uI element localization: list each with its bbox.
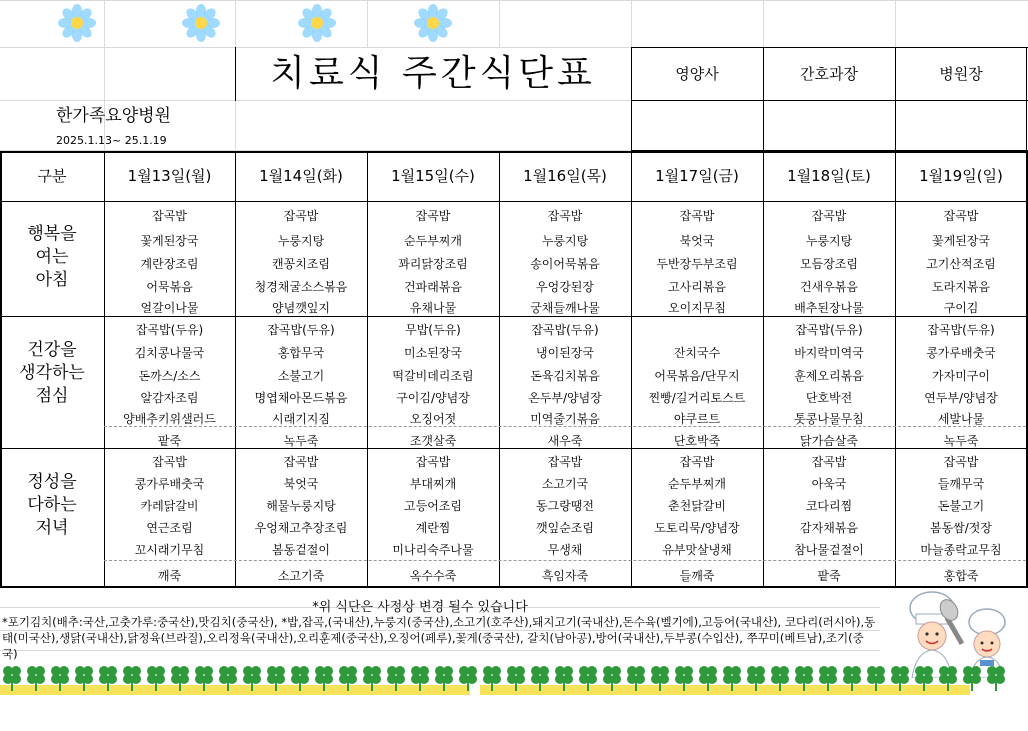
breakfast-item: 구이김 [943, 301, 979, 315]
breakfast-item: 계란장조림 [140, 257, 199, 271]
dinner-item: 순두부찌개 [668, 477, 726, 491]
section-line: 점심 [35, 386, 69, 406]
lunch-item: 홍합무국 [277, 346, 325, 360]
section-line: 건강을 [27, 340, 77, 360]
lunch-item: 오징어젓 [409, 412, 457, 426]
breakfast-item: 북엇국 [679, 234, 715, 248]
day-header: 1월18일(토) [787, 167, 871, 185]
breakfast-item: 건파래볶음 [404, 280, 462, 294]
dinner-item: 감자채볶음 [800, 521, 858, 535]
hospital-name: 한가족요양병원 [56, 106, 171, 126]
header-label: 구분 [37, 167, 67, 185]
section-line: 저녁 [35, 518, 69, 538]
signature-director: 병원장 [939, 65, 983, 83]
dinner-item: 연근조림 [146, 521, 193, 535]
flower-icon [54, 0, 100, 46]
lunch-item: 톳콩나물무침 [794, 412, 864, 426]
dinner-porridge: 팥죽 [817, 569, 841, 583]
dinner-item: 코다리찜 [805, 499, 853, 513]
section-line: 행복을 [27, 224, 77, 244]
breakfast-item: 잡곡밥 [152, 209, 187, 223]
dinner-item: 잡곡밥 [943, 455, 979, 469]
breakfast-item: 양념깻잎지 [272, 301, 330, 315]
dinner-item: 봄동쌈/젓장 [929, 521, 992, 535]
dinner-item: 동그랑땡전 [536, 499, 594, 513]
dinner-porridge: 소고기죽 [277, 569, 325, 583]
dinner-item: 콩가루배춧국 [134, 477, 205, 491]
breakfast-item: 두반장두부조림 [656, 257, 738, 271]
lunch-porridge: 팥죽 [157, 434, 182, 448]
breakfast-item: 배추된장나물 [794, 301, 864, 315]
lunch-item: 어묵볶음/단무지 [654, 369, 740, 383]
lunch-item: 잡곡밥(두유) [267, 323, 335, 337]
lunch-item: 무밥(두유) [405, 323, 461, 337]
dinner-item: 봄동겉절이 [272, 543, 330, 557]
dinner-item: 도토리묵/양념장 [654, 521, 740, 535]
breakfast-item: 오이지무침 [668, 301, 726, 315]
lunch-porridge: 닭가슴살죽 [800, 434, 858, 448]
flower-icon [410, 0, 456, 46]
breakfast-item: 잡곡밥 [415, 209, 451, 223]
lunch-item: 잔치국수 [673, 346, 721, 360]
breakfast-item: 잡곡밥 [679, 209, 715, 223]
day-header: 1월14일(화) [259, 167, 343, 185]
section-breakfast [0, 223, 104, 292]
dinner-item: 고등어조림 [404, 499, 462, 513]
breakfast-item: 모듬장조림 [800, 257, 858, 271]
lunch-item: 온두부/양념장 [528, 391, 602, 405]
breakfast-item: 유채나물 [409, 301, 457, 315]
lunch-porridge: 조갯살죽 [409, 434, 457, 448]
day-header: 1월13일(월) [127, 167, 212, 185]
day-header: 1월19일(일) [919, 167, 1003, 185]
section-line: 아침 [35, 270, 69, 290]
dinner-item: 계란찜 [415, 521, 451, 535]
dinner-item: 소고기국 [541, 477, 589, 491]
breakfast-item: 누룽지탕 [805, 234, 853, 248]
lunch-item: 미역줄기볶음 [530, 412, 600, 426]
lunch-item: 찐빵/길거리토스트 [648, 391, 746, 405]
dinner-item: 무생채 [547, 543, 583, 557]
section-line: 생각하는 [19, 363, 85, 383]
dinner-porridge: 옥수수죽 [409, 569, 457, 583]
lunch-item: 훈제오리볶음 [794, 369, 864, 383]
lunch-item: 돈육김치볶음 [530, 369, 600, 383]
dinner-item: 해물누룽지탕 [266, 499, 336, 513]
dinner-item: 우엉채고추장조림 [254, 521, 348, 535]
breakfast-item: 건새우볶음 [800, 280, 858, 294]
breakfast-item: 누룽지탕 [277, 234, 325, 248]
lunch-item: 연두부/양념장 [924, 391, 998, 405]
breakfast-item: 우엉강된장 [536, 280, 594, 294]
lunch-item: 구이김/양념장 [396, 391, 470, 405]
dinner-item: 잡곡밥 [679, 455, 715, 469]
lunch-item: 알감자조림 [140, 391, 199, 405]
breakfast-item: 누룽지탕 [541, 234, 589, 248]
lunch-item: 소불고기 [277, 369, 325, 383]
lunch-item: 잡곡밥(두유) [135, 323, 204, 337]
dinner-item: 마늘종락교무침 [920, 543, 1002, 557]
lunch-item: 미소된장국 [404, 346, 462, 360]
breakfast-item: 청경채굴소스볶음 [254, 280, 348, 294]
dinner-item: 아욱국 [811, 477, 847, 491]
lunch-porridge: 단호박죽 [673, 434, 721, 448]
signature-nutritionist: 영양사 [675, 65, 719, 83]
lunch-item: 잡곡밥(두유) [531, 323, 599, 337]
breakfast-item: 잡곡밥 [943, 209, 979, 223]
breakfast-item: 고기산적조림 [926, 257, 996, 271]
dinner-item: 카레닭갈비 [140, 499, 199, 513]
lunch-item: 잡곡밥(두유) [927, 323, 995, 337]
breakfast-item: 궁채들깨나물 [530, 301, 600, 315]
dinner-item: 유부맛살냉채 [662, 543, 732, 557]
dinner-porridge: 깨죽 [157, 569, 182, 583]
page-title: 치료식 주간식단표 [270, 53, 596, 94]
breakfast-item: 꽈리닭장조림 [398, 257, 468, 271]
lunch-item: 콩가루배춧국 [926, 346, 996, 360]
dinner-porridge: 들깨죽 [679, 569, 715, 583]
lunch-porridge: 녹두죽 [283, 434, 319, 448]
dinner-item: 춘천닭갈비 [668, 499, 726, 513]
dinner-item: 잡곡밥 [547, 455, 583, 469]
dinner-item: 꼬시래기무침 [134, 543, 205, 557]
breakfast-item: 얼갈이나물 [140, 301, 199, 315]
breakfast-item: 잡곡밥 [283, 209, 319, 223]
dinner-item: 잡곡밥 [152, 455, 187, 469]
breakfast-item: 잡곡밥 [811, 209, 847, 223]
lunch-item: 떡갈비데리조림 [392, 369, 474, 383]
section-lunch [0, 339, 104, 408]
breakfast-item: 잡곡밥 [547, 209, 583, 223]
flower-icon [178, 0, 224, 46]
lunch-item: 야쿠르트 [673, 412, 721, 426]
breakfast-item: 순두부찌개 [404, 234, 462, 248]
lunch-item: 냉이된장국 [536, 346, 594, 360]
lunch-item: 양배추키위샐러드 [123, 412, 216, 426]
lunch-item: 잡곡밥(두유) [795, 323, 863, 337]
day-header: 1월17일(금) [655, 167, 739, 185]
lunch-item: 시래기지짐 [272, 412, 330, 426]
lunch-item: 돈까스/소스 [138, 369, 201, 383]
dinner-item: 북엇국 [283, 477, 319, 491]
lunch-item: 단호박전 [805, 391, 853, 405]
dinner-item: 돈불고기 [937, 499, 985, 513]
dinner-item: 깻잎순조림 [536, 521, 594, 535]
dinner-item: 잡곡밥 [283, 455, 319, 469]
breakfast-item: 도라지볶음 [932, 280, 990, 294]
dinner-item: 미나리숙주나물 [392, 543, 474, 557]
breakfast-item: 꽃게된장국 [140, 234, 199, 248]
dinner-porridge: 흑임자죽 [541, 569, 589, 583]
lunch-item: 명엽채아몬드볶음 [254, 391, 348, 405]
breakfast-item: 송이어묵볶음 [530, 257, 600, 271]
section-line: 다하는 [27, 495, 77, 515]
breakfast-item: 캔꽁치조림 [272, 257, 330, 271]
lunch-item: 세발나물 [937, 412, 985, 426]
dinner-porridge: 홍합죽 [943, 569, 979, 583]
flower-icon [294, 0, 340, 46]
day-header: 1월16일(목) [523, 167, 607, 185]
change-notice: *위 식단은 사정상 변경 될수 있습니다 [312, 600, 528, 615]
dinner-item: 참나물겉절이 [794, 543, 864, 557]
dinner-item: 부대찌개 [409, 477, 457, 491]
dinner-item: 들깨무국 [937, 477, 985, 491]
breakfast-item: 고사리볶음 [668, 280, 726, 294]
lunch-item: 바지락미역국 [794, 346, 864, 360]
section-line: 정성을 [27, 472, 77, 492]
signature-nursing-head: 간호과장 [800, 65, 858, 83]
clover-border [0, 661, 1028, 697]
breakfast-item: 꽃게된장국 [932, 234, 990, 248]
section-line: 여는 [35, 247, 69, 267]
lunch-porridge: 녹두죽 [943, 434, 979, 448]
dinner-item: 잡곡밥 [811, 455, 847, 469]
lunch-item: 가자미구이 [932, 369, 990, 383]
menu-period: 2025.1.13~ 25.1.19 [56, 134, 167, 147]
origin-info: *포기김치(배추:국산,고춧가루:중국산),맛김치(중국산), *밥,잡곡,(국내산),누룽지(중국산),소고기(호주산),돼지고기(국내산),돈수육(벨기에),고등어(국내산), 코다리(러시아),동태(미국산),생닭(국내산),닭정육(브라질),오리정육(국내산),오리훈제(중국산),오징어(페루),꽃게(중국산), 갈치(남아공),방어(국내산),두부콩(수입산), 쭈꾸미(베트남),조기(중국) [2, 615, 876, 661]
lunch-porridge: 새우죽 [547, 434, 583, 448]
lunch-item: 김치콩나물국 [134, 346, 205, 360]
breakfast-item: 어묵볶음 [146, 280, 193, 294]
dinner-item: 잡곡밥 [415, 455, 451, 469]
section-dinner [0, 471, 104, 540]
day-header: 1월15일(수) [391, 167, 475, 185]
